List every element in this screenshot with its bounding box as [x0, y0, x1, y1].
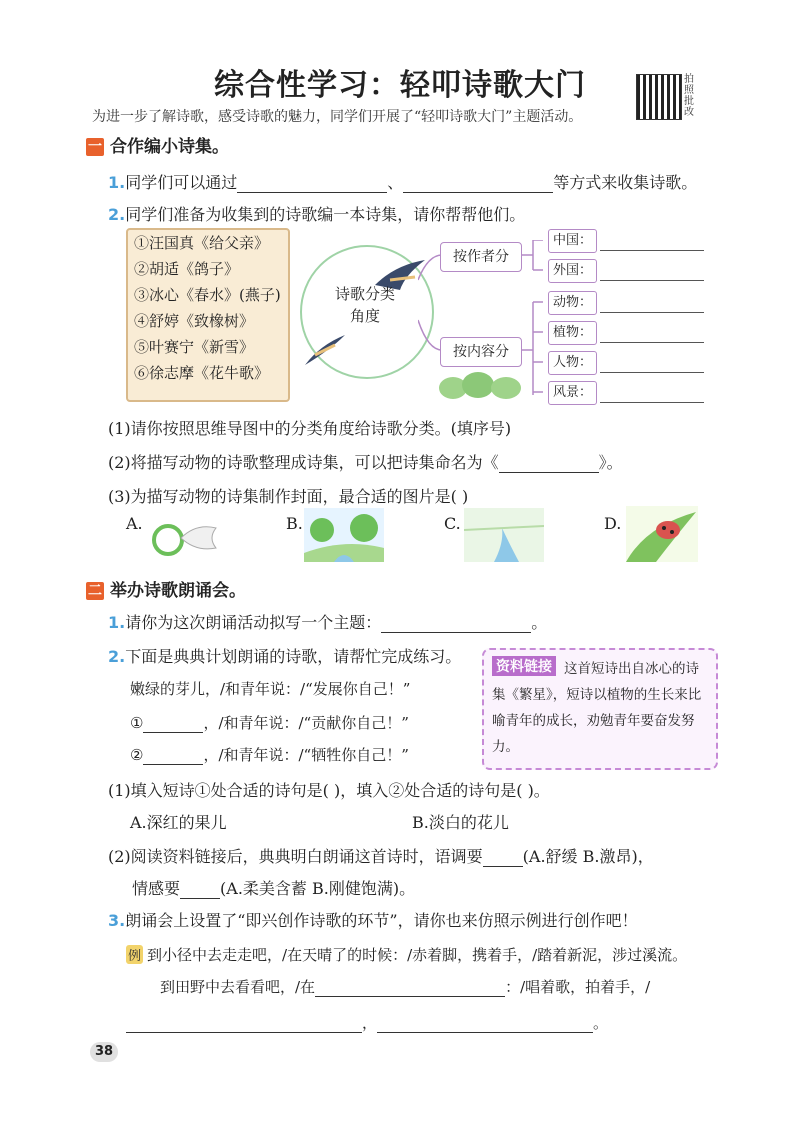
s2-sub2-blank1[interactable]: [483, 850, 523, 867]
s2-sub2-blank2[interactable]: [180, 882, 220, 899]
answer-line[interactable]: [600, 311, 704, 313]
answer-line[interactable]: [600, 341, 704, 343]
poem-line-3-text: ，/和青年说：/“牺牲你自己！”: [203, 746, 409, 764]
center-label-line: 角度: [349, 307, 380, 325]
s2-q1-post: 。: [531, 613, 548, 632]
poem-item: ③冰心《春水》(燕子): [134, 286, 281, 304]
center-label-line: 诗歌分类: [334, 285, 395, 303]
s1-q1-number: 1.: [108, 173, 126, 192]
s1-sub2: [108, 450, 623, 473]
poem-item: ②胡适《鸽子》: [134, 260, 240, 278]
category-animal: 动物：: [548, 291, 597, 315]
fill-sep: ，: [362, 1014, 378, 1032]
river-image: [464, 508, 544, 562]
resource-heading: 资料链接: [492, 656, 556, 676]
s2-sub2-post: (A.舒缓 B.激昂)，: [522, 847, 654, 866]
fill-blank-2[interactable]: [126, 1016, 362, 1033]
s2-sub1-option-a[interactable]: A.深红的果儿: [130, 813, 227, 832]
s1-q1-blank2[interactable]: [403, 176, 553, 193]
s2-sub2-l2-pre: 情感要: [132, 879, 181, 898]
option-d-label[interactable]: D.: [604, 514, 622, 533]
s1-sub1: (1)请你按照思维导图中的分类角度给诗歌分类。(填序号): [108, 419, 512, 438]
s2-q1-number: 1.: [108, 613, 126, 632]
s1-sub2-pre: (2)将描写动物的诗歌整理成诗集，可以把诗集命名为《: [108, 453, 499, 472]
poem-item: ①汪国真《给父亲》: [134, 234, 270, 252]
fill-pre: 到田野中去看看吧，/在: [160, 978, 316, 996]
s1-q1-blank1[interactable]: [237, 176, 387, 193]
by-author-box: 按作者分: [440, 242, 522, 272]
option-a-label[interactable]: A.: [126, 514, 143, 533]
resource-link-box: [482, 648, 718, 770]
answer-line[interactable]: [600, 249, 704, 251]
s2-sub2-line2: [132, 876, 415, 899]
qr-code[interactable]: [636, 74, 682, 120]
category-person: 人物：: [548, 351, 597, 375]
s2-q3: [108, 908, 638, 931]
qr-label: 拍照批改: [684, 74, 694, 118]
s1-q1-pre: 同学们可以通过: [125, 173, 238, 192]
intro-text: 为进一步了解诗歌，感受诗歌的魅力，同学们开展了“轻叩诗歌大门”主题活动。: [92, 109, 583, 125]
poem-line-3-num: ②: [130, 746, 144, 764]
bush-icon: [438, 370, 528, 400]
poem-blank-2[interactable]: [143, 748, 203, 765]
fill-post: ：/唱着歌，拍着手，/: [505, 978, 651, 996]
s1-q1: [108, 170, 697, 193]
category-plant: 植物：: [548, 321, 597, 345]
poem-line-2-text: ，/和青年说：/“贡献你自己！”: [203, 714, 409, 732]
section2-number: 二: [88, 583, 102, 599]
s2-q1: [108, 610, 547, 633]
answer-line[interactable]: [600, 279, 704, 281]
s2-q2-number: 2.: [108, 647, 126, 666]
s2-sub2-pre: (2)阅读资料链接后，典典明白朗诵这首诗时，语调要: [108, 847, 483, 866]
section1-number: 一: [88, 139, 102, 155]
s1-sub2-blank[interactable]: [499, 456, 599, 473]
section1-title: 合作编小诗集。: [110, 137, 229, 157]
example-badge: 例: [126, 945, 143, 964]
center-label: [320, 283, 410, 327]
s2-q3-text: 朗诵会上设置了“即兴创作诗歌的环节”，请你也来仿照示例进行创作吧！: [125, 911, 638, 930]
section2-title: 举办诗歌朗诵会。: [110, 581, 246, 601]
option-c-label[interactable]: C.: [444, 514, 461, 533]
section1-heading: [86, 132, 229, 157]
s1-q2: [108, 202, 525, 225]
s1-q1-sep: 、: [387, 173, 404, 192]
s2-q3-number: 3.: [108, 911, 126, 930]
swallow-icon: [300, 330, 350, 370]
s1-q2-number: 2.: [108, 205, 126, 224]
poem-line-3: [130, 744, 409, 765]
s2-sub2-l2-post: (A.柔美含蓄 B.刚健饱满)。: [220, 879, 416, 898]
poem-line-1: 嫩绿的芽儿，/和青年说：/“发展你自己！”: [130, 680, 411, 698]
fill-blank-1[interactable]: [315, 980, 505, 997]
resource-body: 这首短诗出自冰心的诗集《繁星》，短诗以植物的生长来比喻青年的成长，劝勉青年要奋发努力。: [492, 661, 702, 755]
s2-sub1: (1)填入短诗①处合适的诗句是( )，填入②处合适的诗句是( )。: [108, 781, 550, 800]
fill-line-1: [160, 976, 650, 997]
fill-end: 。: [593, 1014, 609, 1032]
s2-sub2-line1: [108, 844, 654, 867]
s2-q2: [108, 644, 461, 667]
example-text: 到小径中去走走吧，/在天晴了的时候：/赤着脚，携着手，/踏着新泥，涉过溪流。: [147, 946, 688, 964]
poem-list: [126, 228, 290, 402]
s2-q1-pre: 请你为这次朗诵活动拟写一个主题：: [125, 613, 382, 632]
s1-sub3: (3)为描写动物的诗集制作封面，最合适的图片是( ): [108, 487, 469, 506]
page-number: 38: [90, 1042, 118, 1062]
poem-line-2-num: ①: [130, 714, 144, 732]
dove-image: [146, 508, 224, 562]
poem-item: ⑤叶赛宁《新雪》: [134, 338, 255, 356]
category-scenery: 风景：: [548, 381, 597, 405]
fill-line-2: [126, 1012, 608, 1033]
poem-blank-1[interactable]: [143, 716, 203, 733]
s2-sub1-option-b[interactable]: B.淡白的花儿: [412, 813, 509, 832]
poem-line-2: [130, 712, 409, 733]
category-foreign: 外国：: [548, 259, 597, 283]
trees-image: [304, 508, 384, 562]
category-china: 中国：: [548, 229, 597, 253]
option-b-label[interactable]: B.: [286, 514, 303, 533]
s2-q2-text: 下面是典典计划朗诵的诗歌，请帮忙完成练习。: [125, 647, 462, 666]
answer-line[interactable]: [600, 401, 704, 403]
s1-q2-text: 同学们准备为收集到的诗歌编一本诗集，请你帮帮他们。: [125, 205, 526, 224]
answer-line[interactable]: [600, 371, 704, 373]
page-title: 综合性学习：轻叩诗歌大门: [214, 68, 586, 103]
example-line: [126, 944, 687, 965]
s1-q1-post: 等方式来收集诗歌。: [553, 173, 698, 192]
poem-item: ④舒婷《致橡树》: [134, 312, 255, 330]
by-content-box: 按内容分: [440, 337, 522, 367]
section2-heading: [86, 576, 246, 601]
ladybug-image: [626, 506, 698, 562]
s1-sub2-post: 》。: [598, 453, 623, 472]
fill-blank-3[interactable]: [377, 1016, 593, 1033]
s2-q1-blank[interactable]: [381, 616, 531, 633]
poem-item: ⑥徐志摩《花牛歌》: [134, 364, 270, 382]
